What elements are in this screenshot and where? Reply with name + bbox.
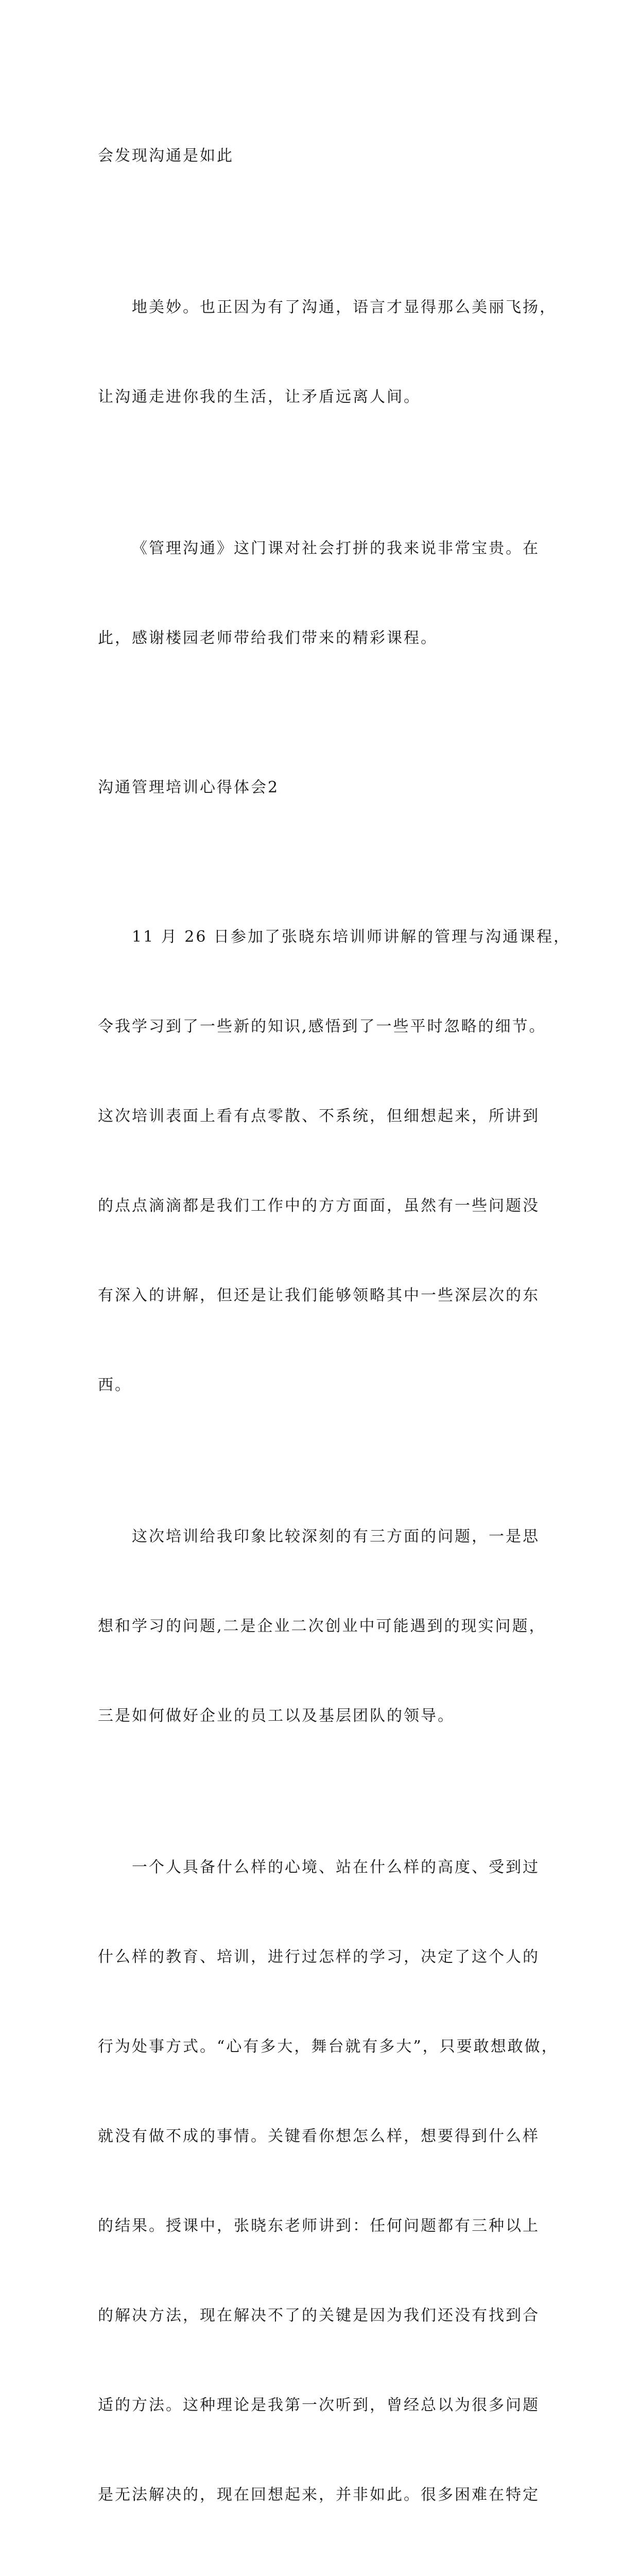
text-line: 令我学习到了一些新的知识,感悟到了一些平时忽略的细节。: [98, 1018, 546, 1036]
text-line: 什么样的教育、培训，进行过怎样的学习，决定了这个人的: [98, 1948, 540, 1966]
paragraph-training-intro: [98, 862, 571, 1460]
section-heading: [98, 713, 541, 862]
text-line: 让沟通走进你我的生活，让矛盾远离人间。: [98, 388, 421, 406]
text-line: 《管理沟通》这门课对社会打拼的我来说非常宝贵。在: [132, 539, 540, 557]
text-line: 的结果。授课中，张晓东老师讲到：任何问题都有三种以上: [98, 2217, 540, 2235]
paragraph-mindset: [98, 1793, 559, 2576]
text-line: 想和学习的问题,二是企业二次创业中可能遇到的现实问题，: [98, 1617, 546, 1635]
text-line: 这次培训给我印象比较深刻的有三方面的问题，一是思: [132, 1528, 540, 1546]
text-line: 此，感谢楼园老师带给我们带来的精彩课程。: [98, 629, 438, 647]
text-line: 地美妙。也正因为有了沟通，语言才显得那么美丽飞扬，: [132, 298, 557, 316]
paragraph-three-issues: [98, 1462, 546, 1791]
text-line: 的点点滴滴都是我们工作中的方方面面，虽然有一些问题没: [98, 1197, 540, 1215]
paragraph-course-thanks: [98, 474, 541, 713]
text-line: 11 月 26 日参加了张晓东培训师讲解的管理与沟通课程，: [132, 928, 571, 946]
text-line: 西。: [98, 1376, 132, 1394]
text-line: 这次培训表面上看有点零散、不系统，但细想起来，所讲到: [98, 1107, 540, 1125]
paragraph-continuation: [98, 81, 541, 231]
text-line: [98, 2570, 541, 2576]
text-line: 适的方法。这种理论是我第一次听到，曾经总以为很多问题: [98, 2396, 540, 2414]
text-line: 行为处事方式。“心有多大，舞台就有多大”，只要敢想敢做，: [98, 2038, 559, 2056]
paragraph-communication-beauty: [98, 233, 557, 472]
text-line: 就没有做不成的事情。关键看你想怎么样，想要得到什么样: [98, 2127, 540, 2145]
text-line: 三是如何做好企业的员工以及基层团队的领导。: [98, 1707, 455, 1725]
text-line: 的解决方法，现在解决不了的关键是因为我们还没有找到合: [98, 2307, 540, 2325]
text-line: 有深入的讲解，但还是让我们能够领略其中一些深层次的东: [98, 1286, 540, 1304]
heading-text: 沟通管理培训心得体会2: [98, 778, 280, 796]
text-line: 会发现沟通是如此: [98, 147, 234, 165]
text-line: 是无法解决的，现在回想起来，并非如此。很多困难在特定: [98, 2486, 540, 2504]
text-line: 一个人具备什么样的心境、站在什么样的高度、受到过: [132, 1858, 540, 1876]
document-body: [98, 81, 571, 2576]
